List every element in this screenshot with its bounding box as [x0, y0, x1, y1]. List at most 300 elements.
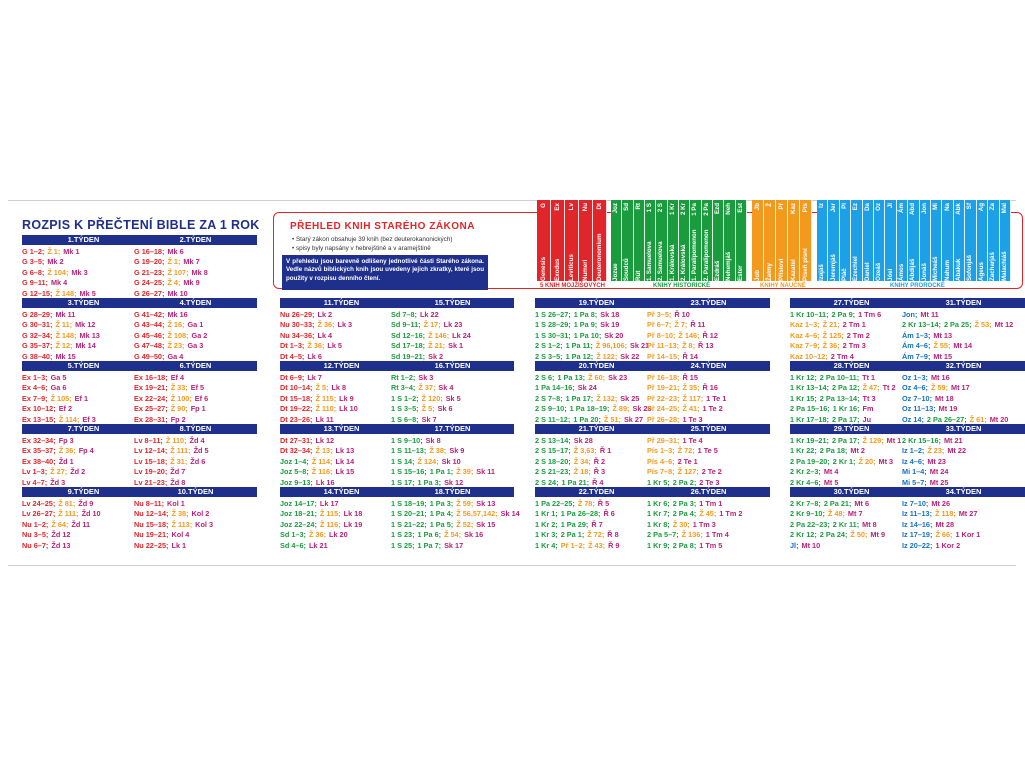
week-block [647, 298, 770, 362]
reading-ref: Ž 127; [677, 467, 699, 477]
reading-ref: G 19–20; [134, 257, 165, 267]
reading-ref: Mt 14 [953, 341, 973, 351]
book-name: Micheáš [932, 256, 940, 281]
reading-ref: Sk 7 [421, 414, 437, 424]
reading-ref: Žd 9 [78, 499, 94, 508]
reading-ref: Ž 66; [935, 530, 953, 540]
reading-day [22, 310, 145, 320]
reading-day [134, 341, 257, 351]
reading-ref: 1 Tm 5 [699, 540, 723, 550]
reading-day [134, 268, 257, 278]
book-cell [931, 200, 942, 281]
reading-day [134, 383, 257, 393]
reading-ref: 2 Pa 17; [831, 414, 860, 424]
reading-ref: Ž 37; [418, 383, 436, 393]
reading-ref: Lk 21 [308, 540, 328, 550]
reading-ref: Ex 25–27; [134, 404, 168, 414]
reading-day [22, 257, 145, 267]
reading-ref: Ž 105; [50, 393, 72, 403]
reading-day [535, 530, 658, 540]
reading-ref: Ž 23; [927, 446, 945, 456]
reading-day [535, 310, 658, 320]
reading-ref: Žd 12 [51, 530, 71, 540]
reading-ref: Ž 114; [58, 414, 80, 424]
week-title: 17.TÝDEN [391, 424, 514, 434]
book-abbrev: Rt [634, 203, 642, 210]
reading-ref: Fp 4 [78, 446, 94, 456]
book-cell [817, 200, 828, 281]
reading-ref: Ex 35–37; [22, 446, 56, 456]
reading-ref: Lk 4 [317, 330, 333, 340]
week-title: 1.TÝDEN [22, 235, 145, 245]
reading-ref: Ga 3 [187, 341, 204, 351]
reading-ref: Pís 1–3; [647, 446, 675, 456]
reading-ref: G 26–27; [134, 288, 165, 298]
week-title: 12.TÝDEN [280, 361, 403, 371]
reading-ref: 1 Kr 6; [647, 499, 670, 508]
reading-day [902, 320, 1025, 330]
book-name: Izajáš [818, 264, 826, 281]
reading-ref: Kaz 4–6; [790, 330, 820, 340]
book-name: Genesis [539, 256, 547, 281]
reading-ref: G 47–48; [134, 341, 165, 351]
reading-day [391, 467, 514, 477]
reading-day [22, 509, 145, 519]
week-title: 21.TÝDEN [535, 424, 658, 434]
week-title: 26.TÝDEN [647, 487, 770, 497]
week-block [790, 361, 913, 425]
reading-ref: Ž 41; [682, 404, 700, 414]
reading-ref: Nu 8–11; [134, 499, 165, 508]
reading-day [790, 436, 913, 446]
reading-day [535, 341, 658, 351]
reading-day [902, 457, 1025, 467]
reading-ref: 1 Pa 3; [417, 477, 442, 487]
reading-day [280, 509, 403, 519]
reading-ref: 2 Pa 18; [819, 446, 848, 456]
week-title: 4.TÝDEN [134, 298, 257, 308]
book-cell [863, 200, 874, 281]
reading-ref: 2 S 1–2; [535, 341, 563, 351]
week-block [790, 424, 913, 488]
reading-ref: Mt 17 [951, 383, 970, 393]
book-cell [593, 200, 607, 281]
reading-ref: Mt 1 [886, 436, 902, 445]
reading-ref: 2 Te 1 [677, 456, 698, 466]
reading-ref: Ž 132; [596, 393, 618, 403]
reading-ref: Ga 2 [191, 330, 208, 340]
week-title: 27.TÝDEN [790, 298, 913, 308]
reading-day [790, 499, 913, 509]
reading-ref: Ž 43; [588, 540, 606, 550]
reading-ref: Sk 28 [573, 436, 593, 445]
week-title: 5.TÝDEN [22, 361, 145, 371]
reading-day [280, 331, 403, 341]
reading-ref: Mt 4 [823, 467, 839, 477]
reading-ref: Ž 36; [307, 341, 325, 351]
reading-ref: 1 Kr 15; [790, 393, 817, 403]
week-title: 33.TÝDEN [902, 424, 1025, 434]
reading-ref: Ž 107; [167, 267, 189, 277]
book-name: Pláč [841, 268, 849, 281]
reading-ref: Ž 117; [682, 393, 704, 403]
reading-day [647, 509, 770, 519]
reading-ref: Př 14–15; [647, 351, 680, 361]
reading-ref: Ž 8; [682, 341, 696, 351]
reading-day [134, 499, 257, 509]
book-group-label: KNIHY HISTORICKÉ [653, 283, 711, 289]
reading-ref: Ex 1–3; [22, 373, 48, 382]
reading-ref: Ž 116; [311, 467, 333, 477]
reading-day [790, 530, 913, 540]
reading-ref: Jl; [790, 540, 799, 550]
week-block [790, 487, 913, 551]
reading-ref: Ž 110; [315, 404, 337, 414]
reading-ref: Mt 8 [862, 519, 877, 529]
week-title: 24.TÝDEN [647, 361, 770, 371]
reading-ref: Mt 7 [847, 509, 863, 519]
reading-day [535, 331, 658, 341]
book-abbrev: Neh [725, 203, 733, 215]
book-abbrev: G [539, 203, 547, 208]
book-abbrev: Sd [623, 203, 631, 211]
reading-ref: 2 S 15–17; [535, 446, 571, 456]
reading-ref: Tt 2 [882, 383, 896, 393]
reading-day [280, 467, 403, 477]
book-abbrev: Ám [898, 203, 906, 213]
reading-ref: Mk 13 [79, 330, 100, 340]
reading-ref: Lv 21–23; [134, 477, 168, 487]
reading-ref: 1 Tm 3 [692, 519, 716, 529]
week-block [22, 361, 145, 425]
reading-ref: Lk 10 [339, 404, 358, 414]
reading-ref: Ř 6 [603, 509, 615, 519]
book-abbrev: 1 Kr [668, 203, 676, 216]
reading-day [535, 446, 658, 456]
reading-ref: Ž 21; [822, 320, 840, 330]
book-cell [702, 200, 713, 281]
reading-ref: Ž 48; [827, 509, 845, 519]
reading-ref: Ga 5 [50, 373, 67, 382]
reading-ref: 1 Tm 4 [705, 530, 729, 540]
reading-ref: Ž 64; [51, 519, 69, 529]
reading-ref: 1 Pa 13; [557, 373, 586, 382]
reading-ref: 1 Te 1 [706, 393, 727, 403]
reading-day [391, 320, 514, 330]
reading-ref: Ž 54; [444, 530, 462, 540]
reading-ref: 1 S 3–5; [391, 404, 419, 414]
reading-ref: Ř 13 [698, 341, 714, 351]
week-block [134, 361, 257, 425]
reading-ref: Ž 35; [682, 383, 700, 393]
reading-ref: Sk 6 [437, 404, 453, 414]
reading-ref: Lk 12 [315, 436, 335, 445]
book-name: Soudců [623, 258, 631, 281]
reading-ref: Nu 15–18; [134, 519, 169, 529]
reading-ref: 1 Pa 14–16; [535, 383, 575, 393]
reading-ref: G 41–42; [134, 310, 165, 319]
reading-day [391, 436, 514, 446]
reading-day [280, 404, 403, 414]
book-cell [752, 200, 764, 281]
reading-ref: Př 19–21; [647, 383, 680, 393]
reading-ref: Sk 3 [418, 373, 434, 382]
reading-day [902, 383, 1025, 393]
reading-ref: G 1–2; [22, 247, 45, 256]
week-block [902, 361, 1025, 425]
reading-ref: 2 Kr 12; [790, 530, 817, 540]
book-name: 2. Královská [680, 244, 688, 281]
week-title: 23.TÝDEN [647, 298, 770, 308]
reading-ref: Ž 7; [674, 320, 688, 330]
reading-day [647, 457, 770, 467]
reading-ref: Ž 115; [315, 393, 337, 403]
reading-ref: Ex 4–6; [22, 383, 48, 393]
reading-ref: 2 S 7–8; [535, 393, 563, 403]
reading-ref: 1 S 23; [391, 530, 415, 540]
reading-ref: Ž 36; [822, 341, 840, 351]
reading-ref: Ř 7 [591, 519, 603, 529]
reading-ref: 1 S 14; [391, 456, 415, 466]
reading-ref: Tt 1 [862, 373, 876, 382]
reading-ref: Ž 72; [677, 446, 695, 456]
reading-ref: Sd 12–16; [391, 330, 426, 340]
book-abbrev: Jb [753, 203, 761, 211]
reading-ref: 1 Kr 16; [832, 404, 860, 414]
reading-ref: Ga 4 [167, 351, 184, 361]
reading-ref: 1 Te 4 [682, 436, 703, 445]
reading-day [280, 383, 403, 393]
reading-ref: Př 8–10; [647, 330, 676, 340]
reading-day [647, 394, 770, 404]
reading-day [902, 446, 1025, 456]
reading-ref: Ž 61; [969, 414, 987, 424]
reading-ref: Žd 2 [70, 467, 86, 477]
reading-ref: Ž 50; [850, 530, 868, 540]
reading-ref: Př 16–18; [647, 373, 680, 382]
reading-ref: Sk 4 [438, 383, 454, 393]
reading-ref: Dt 32–34; [280, 446, 313, 456]
reading-ref: Nu 12–14; [134, 509, 169, 519]
reading-ref: Ř 5 [597, 499, 610, 508]
reading-ref: Mk 12 [75, 320, 96, 330]
reading-day [647, 310, 770, 320]
book-name: Nahum [943, 260, 951, 281]
reading-day [134, 457, 257, 467]
reading-ref: 1 Kr 3; [535, 530, 558, 540]
reading-ref: Lk 1 [171, 540, 187, 550]
reading-ref: Sk 1 [448, 341, 464, 351]
book-cell [1000, 200, 1011, 281]
reading-ref: Př 24–25; [647, 404, 680, 414]
book-cell [611, 200, 622, 281]
reading-ref: Ž 36; [58, 446, 76, 456]
reading-ref: Lv 26–27; [22, 509, 56, 519]
reading-ref: 1 Te 2 [702, 404, 723, 414]
reading-day [22, 530, 145, 540]
reading-ref: 2 Kr 1; [832, 456, 856, 466]
reading-ref: 2 S 9–10; [535, 404, 567, 414]
reading-ref: Mt 11 [920, 310, 939, 319]
reading-ref: Mt 21 [943, 436, 963, 445]
book-abbrev: Joz [612, 203, 620, 214]
reading-ref: Lv 1–3; [22, 467, 48, 477]
reading-ref: Nu 1–2; [22, 519, 49, 529]
reading-day [280, 446, 403, 456]
reading-ref: 1 Kr 13–14; [790, 383, 829, 393]
reading-ref: Žd 4 [189, 436, 205, 445]
reading-day [902, 530, 1025, 540]
book-abbrev: Jl [886, 203, 894, 209]
reading-ref: G 45–46; [134, 330, 165, 340]
reading-day [790, 404, 913, 414]
reading-ref: Ř 11 [690, 320, 706, 330]
reading-ref: Mt 19 [938, 404, 958, 414]
book-abbrev: 2 Pa [702, 203, 710, 216]
reading-day [22, 436, 145, 446]
week-block [22, 424, 145, 488]
week-block [902, 298, 1025, 362]
reading-ref: Lk 24 [452, 330, 471, 340]
reading-ref: Mt 12 [994, 320, 1014, 330]
week-block [790, 298, 913, 362]
reading-day [790, 394, 913, 404]
reading-ref: Ž 52; [456, 519, 474, 529]
reading-day [22, 320, 145, 330]
reading-ref: Sk 24 [577, 383, 597, 393]
reading-day [902, 541, 1025, 551]
reading-ref: Jon; [902, 310, 918, 319]
reading-ref: Ž 21; [428, 341, 446, 351]
reading-ref: Lk 7 [307, 373, 322, 382]
reading-ref: Nu 3–5; [22, 530, 49, 540]
book-cell [851, 200, 862, 281]
week-title: 14.TÝDEN [280, 487, 403, 497]
reading-ref: 2 Pa 8; [672, 540, 697, 550]
book-abbrev: Za [989, 203, 997, 211]
reading-day [647, 404, 770, 414]
reading-day [535, 320, 658, 330]
reading-ref: Mt 9 [870, 530, 886, 540]
reading-day [391, 457, 514, 467]
reading-ref: 1 Pa 5; [429, 519, 454, 529]
reading-day [280, 373, 403, 383]
reading-ref: G 38–40; [22, 351, 53, 361]
reading-ref: Nu 6–7; [22, 540, 49, 550]
reading-day [790, 509, 913, 519]
reading-ref: Lk 23 [443, 320, 463, 330]
reading-ref: Iz 7–10; [902, 499, 929, 508]
reading-day [280, 541, 403, 551]
week-block [647, 361, 770, 425]
reading-ref: 1 Pa 21; [561, 477, 590, 487]
reading-ref: Ju [862, 414, 872, 424]
reading-ref: 2 S 11–12; [535, 414, 571, 424]
reading-ref: Lk 19 [343, 519, 363, 529]
week-block [391, 424, 514, 488]
book-abbrev: Oz [875, 203, 883, 211]
reading-ref: Mt 6 [854, 499, 870, 508]
reading-ref: 2 Tm 2 [846, 330, 870, 340]
book-cell [840, 200, 851, 281]
week-block [391, 487, 520, 551]
reading-ref: 2 S 13–14; [535, 436, 571, 445]
reading-day [790, 383, 913, 393]
book-name: Přísloví [777, 258, 785, 281]
reading-ref: Lk 9 [339, 393, 354, 403]
book-name: Exodus [553, 258, 561, 281]
reading-ref: Ex 13–15; [22, 414, 56, 424]
reading-ref: Ř 8 [607, 530, 619, 540]
reading-day [647, 541, 770, 551]
reading-day [280, 310, 403, 320]
week-block [22, 487, 145, 551]
book-cell [736, 200, 747, 281]
book-cell [679, 200, 690, 281]
reading-day [391, 373, 514, 383]
book-name: Sofonjáš [966, 254, 974, 281]
reading-day [647, 341, 770, 351]
reading-ref: 1 S 15–16; [391, 467, 427, 477]
reading-ref: Ex 22–24; [134, 393, 168, 403]
reading-ref: 2 S 21–23; [535, 467, 571, 477]
reading-ref: 1 Te 3 [682, 414, 703, 424]
week-block [280, 361, 403, 425]
book-abbrev: Sf [966, 203, 974, 210]
reading-ref: 1 Kr 19–21; [790, 436, 829, 445]
week-title: 11.TÝDEN [280, 298, 403, 308]
book-name: Job [753, 269, 761, 281]
book-cell [942, 200, 953, 281]
reading-ref: Mt 25 [929, 477, 949, 487]
reading-ref: Mk 3 [71, 267, 88, 277]
reading-ref: Lk 14 [335, 456, 355, 466]
reading-ref: Ef 6 [194, 393, 209, 403]
reading-ref: 2 Kr 15–16; [902, 436, 941, 445]
reading-ref: Lk 18 [343, 509, 363, 519]
week-title: 3.TÝDEN [22, 298, 145, 308]
reading-day [647, 320, 770, 330]
book-cell [724, 200, 735, 281]
book-group-label: KNIHY PROROCKÉ [890, 283, 945, 289]
book-name: 2. Samuelova [657, 241, 665, 281]
week-title: 6.TÝDEN [134, 361, 257, 371]
week-block [280, 298, 403, 362]
reading-ref: Sd 9–11; [391, 320, 421, 330]
reading-day [134, 541, 257, 551]
book-abbrev: Kaz [789, 203, 797, 215]
book-cell [645, 200, 656, 281]
reading-ref: Ž 36; [308, 530, 326, 540]
reading-ref: Sk 20 [604, 330, 624, 340]
reading-ref: 2 Pa 26–27; [926, 414, 967, 424]
book-cell [885, 200, 896, 281]
reading-ref: 2 Pa 25; [943, 320, 972, 330]
book-name: Abakuk [955, 258, 963, 281]
reading-ref: Sk 23 [608, 373, 628, 382]
reading-day [134, 446, 257, 456]
reading-ref: 1 Kr 10–11; [790, 310, 829, 319]
reading-ref: Dt 10–14; [280, 383, 313, 393]
reading-ref: Iz 20–22; [902, 540, 933, 550]
reading-ref: Př 11–13; [647, 341, 680, 351]
reading-ref: 1 S 1–2; [391, 393, 419, 403]
reading-day [790, 457, 913, 467]
reading-ref: Ž 16; [167, 320, 185, 330]
reading-ref: Ž 56,57,142; [456, 509, 498, 519]
book-abbrev: Jer [829, 203, 837, 213]
reading-ref: 1 Pa 1; [429, 467, 454, 477]
